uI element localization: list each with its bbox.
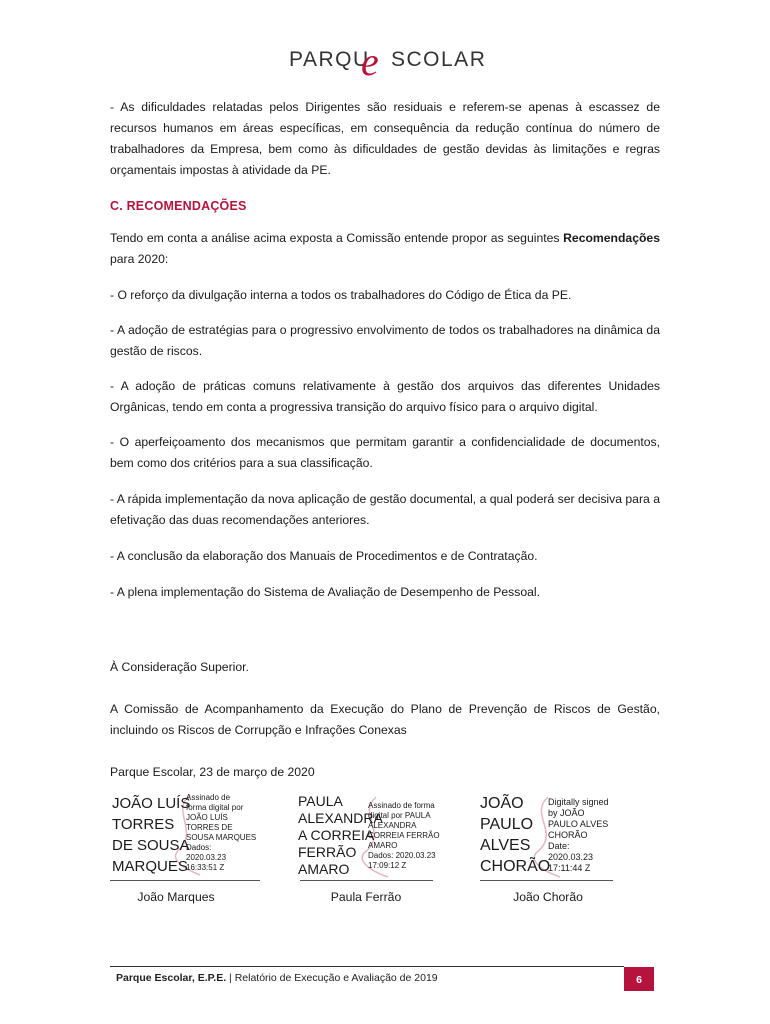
signature-info-line: CHORÃO [548, 830, 588, 840]
date-line: Parque Escolar, 23 de março de 2020 [110, 765, 315, 779]
signer-name-line: DE SOUSA [112, 837, 190, 854]
signature-info [548, 797, 609, 874]
consideracao-superior: À Consideração Superior. [110, 660, 249, 674]
signer-name-line: ALEXANDRA [298, 810, 383, 826]
signature-line [300, 880, 433, 881]
signature-info-line: 16:33:51 Z [186, 863, 225, 872]
recommendation-7: - A plena implementação do Sistema de Avaliação de Desempenho de Pessoal. [110, 585, 540, 599]
signer-name-line: ALVES [480, 837, 531, 854]
signer-name-line: PAULO [480, 816, 534, 833]
signature-info-line: forma digital por [186, 803, 244, 812]
recommendation-5: - A rápida implementação da nova aplicação de gestão documental, a qual poderá ser decisiva para a efetivação das duas recomendações anteriores. [110, 492, 660, 527]
signer-name-line: JOÃO LUÍS [112, 795, 191, 812]
paragraph-intro [110, 228, 660, 270]
logo-accent-e: e [361, 39, 379, 84]
signature-info-line: Digitally signed [548, 797, 609, 807]
signer-name [112, 793, 190, 877]
signer-name-line: PAULA [298, 793, 343, 809]
intro-bold: Recomendações [563, 231, 660, 245]
signature-info [368, 801, 440, 871]
signature-info-line: SOUSA MARQUES [186, 833, 257, 842]
signature-line [110, 880, 260, 881]
signature-info-line: 17:11:44 Z [548, 863, 591, 873]
signer-name-line: AMARO [298, 861, 350, 877]
footer-divider [110, 966, 624, 967]
signer-name [480, 793, 550, 877]
signer-name-line: TORRES [112, 816, 175, 833]
signer-name-line: CHORÃO [480, 858, 551, 875]
signature-line [480, 880, 613, 881]
signer-name-line: JOÃO [480, 795, 524, 812]
signature-info-line: PAULO ALVES [548, 819, 609, 829]
section-title: C. RECOMENDAÇÕES [110, 199, 247, 213]
signature-info-line: TORRES DE [186, 823, 233, 832]
signature-info-line: Dados: 2020.03.23 [368, 851, 436, 860]
signature-caption: João Marques [137, 890, 215, 904]
recommendation-3: - A adoção de práticas comuns relativamente à gestão dos arquivos das diferentes Unidades Orgânicas, tendo em conta a progressiva transição do arquivo físico para o arquivo digital. [110, 379, 660, 414]
recommendation-4: - O aperfeiçoamento dos mecanismos que permitam garantir a confidencialidade de documentos, bem como dos critérios para a sua classificação. [110, 435, 660, 470]
signer-name-line: FERRÃO [298, 844, 357, 860]
signer-name-line: A CORREIA [298, 827, 375, 843]
intro-text-a: Tendo em conta a análise acima exposta a Comissão entende propor as seguintes [110, 231, 564, 245]
signature-caption: Paula Ferrão [330, 890, 402, 904]
signature-info-line: JOÃO LUÍS [186, 813, 228, 822]
page-number: 6 [624, 967, 654, 991]
footer-company: Parque Escolar, E.P.E. [116, 972, 227, 984]
signature-info-line: Assinado de forma [368, 801, 435, 810]
signature-info-line: AMARO [368, 841, 398, 850]
signature-info-line: 2020.03.23 [186, 853, 227, 862]
signature-info-line: Dados: [186, 843, 212, 852]
footer [116, 972, 438, 984]
logo-text-right: SCOLAR [391, 48, 487, 71]
recommendation-1: - O reforço da divulgação interna a todos os trabalhadores do Código de Ética da PE. [110, 288, 572, 302]
signature-info-line: digital por PAULA [368, 811, 431, 820]
logo-text-left: PARQU [289, 48, 370, 71]
paragraph-dificuldades: - As dificuldades relatadas pelos Dirigentes são residuais e referem-se apenas à escassez de recursos humanos em áreas específicas, em consequência da redução contínua do número de trabalhadores da Empresa, bem como às dificuldades de gestão devidas às limitações e regras orçamentais impostas à atividade da PE. [110, 100, 660, 177]
signature-info-line: by JOÃO [548, 808, 585, 818]
signature-info-line: ALEXANDRA [368, 821, 417, 830]
intro-text-b: para 2020: [110, 252, 169, 266]
signature-info [186, 793, 256, 873]
signature-caption: João Chorão [513, 890, 583, 904]
signature-info-line: CORREIA FERRÃO [368, 831, 440, 840]
signature-info-line: 17:09:12 Z [368, 861, 407, 870]
recommendation-6: - A conclusão da elaboração dos Manuais de Procedimentos e de Contratação. [110, 549, 538, 563]
signature-info-line: Date: [548, 841, 570, 851]
comissao-text: A Comissão de Acompanhamento da Execução do Plano de Prevenção de Riscos de Gestão, incluindo os Riscos de Corrupção e Infrações Conexas [110, 702, 660, 737]
recommendation-2: - A adoção de estratégias para o progressivo envolvimento de todos os trabalhadores na dinâmica da gestão de riscos. [110, 323, 660, 358]
parque-escolar-logo [289, 39, 489, 84]
signer-name-line: MARQUES [112, 858, 188, 875]
footer-separator: | [226, 972, 235, 984]
signature-info-line: 2020.03.23 [548, 852, 594, 862]
signature-info-line: Assinado de [186, 793, 231, 802]
footer-report: Relatório de Execução e Avaliação de 2019 [234, 972, 438, 984]
